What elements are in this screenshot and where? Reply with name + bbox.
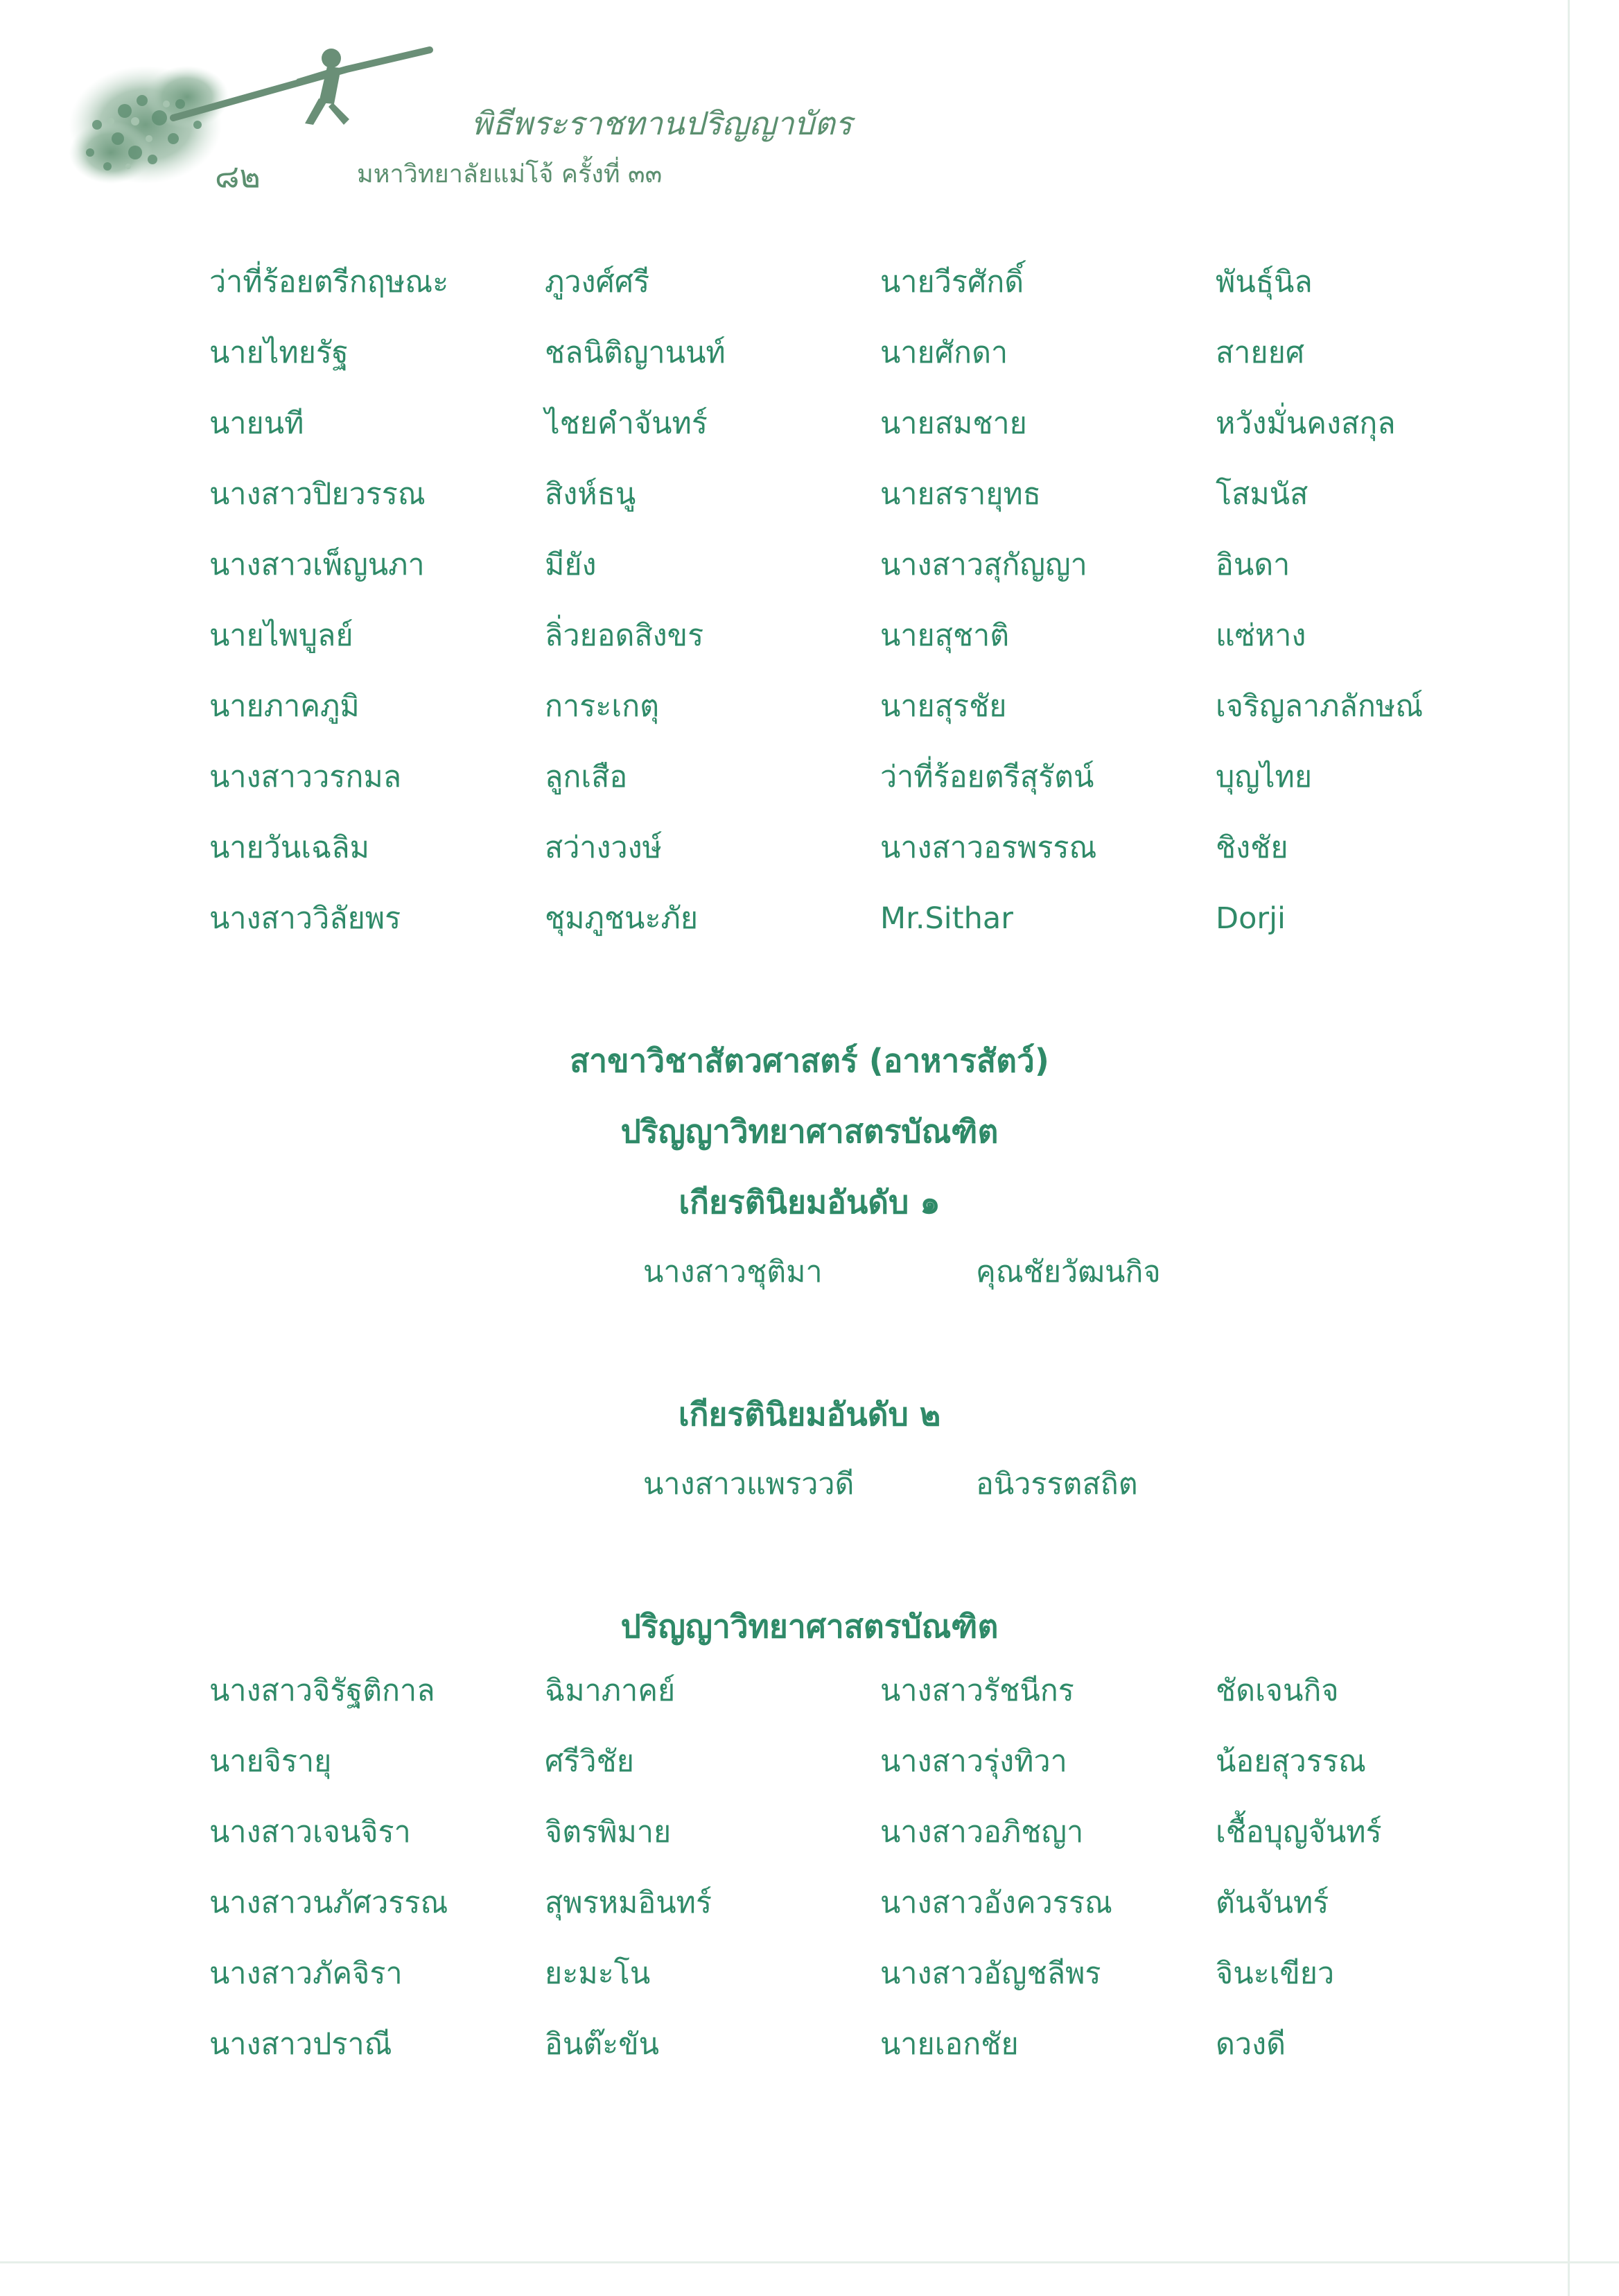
last-name: สว่างวงษ์: [545, 830, 663, 865]
first-name: นายสุชาติ: [880, 618, 1010, 653]
last-name: เชื้อบุญจันทร์: [1216, 1815, 1382, 1850]
header-subtitle: มหาวิทยาลัยแม่โจ้ ครั้งที่ ๓๓: [357, 160, 663, 189]
last-name: ลูกเสือ: [545, 760, 628, 794]
last-name: แซ่หาง: [1216, 618, 1306, 653]
last-name: ตันจันทร์: [1216, 1886, 1329, 1920]
name-row: [209, 1797, 1457, 1868]
name-row: [209, 2009, 1457, 2080]
last-name: ศรีวิชัย: [545, 1744, 634, 1779]
first-name: นายจิรายุ: [209, 1744, 332, 1779]
last-name: ชิงชัย: [1216, 830, 1288, 865]
first-name: นางสาวปราณี: [209, 2027, 392, 2062]
last-name: สายยศ: [1216, 336, 1305, 370]
first-name: นางสาวจิรัฐติกาล: [209, 1673, 435, 1708]
graduate-name-list-top: [209, 247, 1457, 954]
first-name: นายภาคภูมิ: [209, 689, 360, 724]
last-name: ฉิมาภาคย์: [545, 1673, 676, 1708]
last-name: หวังมั่นคงสกุล: [1216, 406, 1396, 441]
last-name: ชัดเจนกิจ: [1216, 1673, 1339, 1708]
first-name: นางสาวรัชนีกร: [880, 1673, 1074, 1708]
first-name: นางสาววิลัยพร: [209, 901, 401, 936]
first-name: ว่าที่ร้อยตรีสุรัตน์: [880, 760, 1094, 794]
first-name: นายไพบูลย์: [209, 618, 353, 653]
name-row: [209, 1868, 1457, 1938]
name-row: [209, 1938, 1457, 2009]
first-class-honors-name: [0, 1248, 1619, 1296]
name-row: [209, 812, 1457, 883]
first-name: นางสาวอรพรรณ: [880, 830, 1097, 865]
name-row: [209, 247, 1457, 318]
last-name: จิตรพิมาย: [545, 1815, 672, 1850]
first-name: นางสาวรุ่งทิวา: [880, 1744, 1067, 1779]
last-name: ไชยคำจันทร์: [545, 406, 708, 441]
first-name: นางสาวอังควรรณ: [880, 1886, 1112, 1920]
first-name: นางสาวอัญชลีพร: [880, 1956, 1101, 1991]
first-name: นางสาวเจนจิรา: [209, 1815, 411, 1850]
name-row: [209, 883, 1457, 954]
first-name: นายเอกชัย: [880, 2027, 1019, 2062]
name-row: [209, 742, 1457, 812]
name-row: [209, 600, 1457, 671]
first-name: นางสาวเพ็ญนภา: [209, 548, 425, 582]
last-name: พันธุ์นิล: [1216, 265, 1313, 299]
first-name: นายศักดา: [880, 336, 1008, 370]
last-name: การะเกตุ: [545, 689, 660, 724]
name-row: [209, 459, 1457, 530]
first-name: นายไทยรัฐ: [209, 336, 349, 370]
name-row: [209, 671, 1457, 742]
first-name: นางสาวแพรววดี: [643, 1467, 855, 1502]
major-heading: สาขาวิชาสัตวศาสตร์ (อาหารสัตว์): [570, 1042, 1049, 1079]
name-row: [209, 1726, 1457, 1797]
first-name: นายสมชาย: [880, 406, 1027, 441]
page-edge-bottom: [0, 2261, 1619, 2263]
last-name: คุณชัยวัฒนกิจ: [976, 1255, 1161, 1289]
last-name: สุพรหมอินทร์: [545, 1886, 712, 1920]
first-name: นายสรายุทธ: [880, 477, 1042, 512]
last-name: อนิวรรตสถิต: [976, 1467, 1138, 1502]
last-name: ชลนิติญานนท์: [545, 336, 726, 370]
last-name: โสมนัส: [1216, 477, 1309, 512]
last-name: ลิ่วยอดสิงขร: [545, 618, 704, 653]
last-name: ภูวงศ์ศรี: [545, 265, 650, 299]
last-name: น้อยสุวรรณ: [1216, 1744, 1366, 1779]
last-name: ดวงดี: [1216, 2027, 1286, 2062]
last-name: Dorji: [1216, 901, 1286, 936]
first-name: นายนที: [209, 406, 304, 441]
name-row: [209, 318, 1457, 388]
last-name: บุญไทย: [1216, 760, 1313, 794]
first-name: นายวีรศักดิ์: [880, 265, 1024, 299]
last-name: จินะเขียว: [1216, 1956, 1335, 1991]
first-name: Mr.Sithar: [880, 901, 1013, 936]
degree-heading: ปริญญาวิทยาศาสตรบัณฑิต: [620, 1608, 999, 1645]
last-name: สิงห์ธนู: [545, 477, 636, 512]
last-name: ชุมภูชนะภัย: [545, 901, 699, 936]
last-name: อินดา: [1216, 548, 1290, 582]
degree-heading: ปริญญาวิทยาศาสตรบัณฑิต: [620, 1113, 999, 1150]
first-name: นางสาววรกมล: [209, 760, 402, 794]
first-name: นางสาวนภัศวรรณ: [209, 1886, 448, 1920]
name-row: [209, 388, 1457, 459]
last-name: ยะมะโน: [545, 1956, 651, 1991]
second-class-honors-heading: เกียรตินิยมอันดับ ๒: [678, 1395, 941, 1433]
first-name: นางสาวสุกัญญา: [880, 548, 1087, 582]
first-name: นางสาวอภิชญา: [880, 1815, 1084, 1850]
first-name: นายวันเฉลิม: [209, 830, 369, 865]
last-name: อินต๊ะขัน: [545, 2027, 660, 2062]
header-title: พิธีพระราชทานปริญญาบัตร: [471, 105, 852, 142]
second-class-honors-name: [0, 1460, 1619, 1508]
first-name: นายสุรชัย: [880, 689, 1007, 724]
name-row: [209, 1655, 1457, 1726]
first-class-honors-heading: เกียรตินิยมอันดับ ๑: [679, 1183, 940, 1221]
graduate-name-list-bottom: [209, 1655, 1457, 2080]
first-name: นางสาวภัคจิรา: [209, 1956, 403, 1991]
first-name: นางสาวปิยวรรณ: [209, 477, 426, 512]
page-number: ๘๒: [215, 157, 261, 195]
last-name: เจริญลาภลักษณ์: [1216, 689, 1424, 724]
first-name: ว่าที่ร้อยตรีกฤษณะ: [209, 265, 449, 299]
first-name: นางสาวชุติมา: [643, 1255, 823, 1289]
name-row: [209, 530, 1457, 600]
last-name: มียัง: [545, 548, 597, 582]
